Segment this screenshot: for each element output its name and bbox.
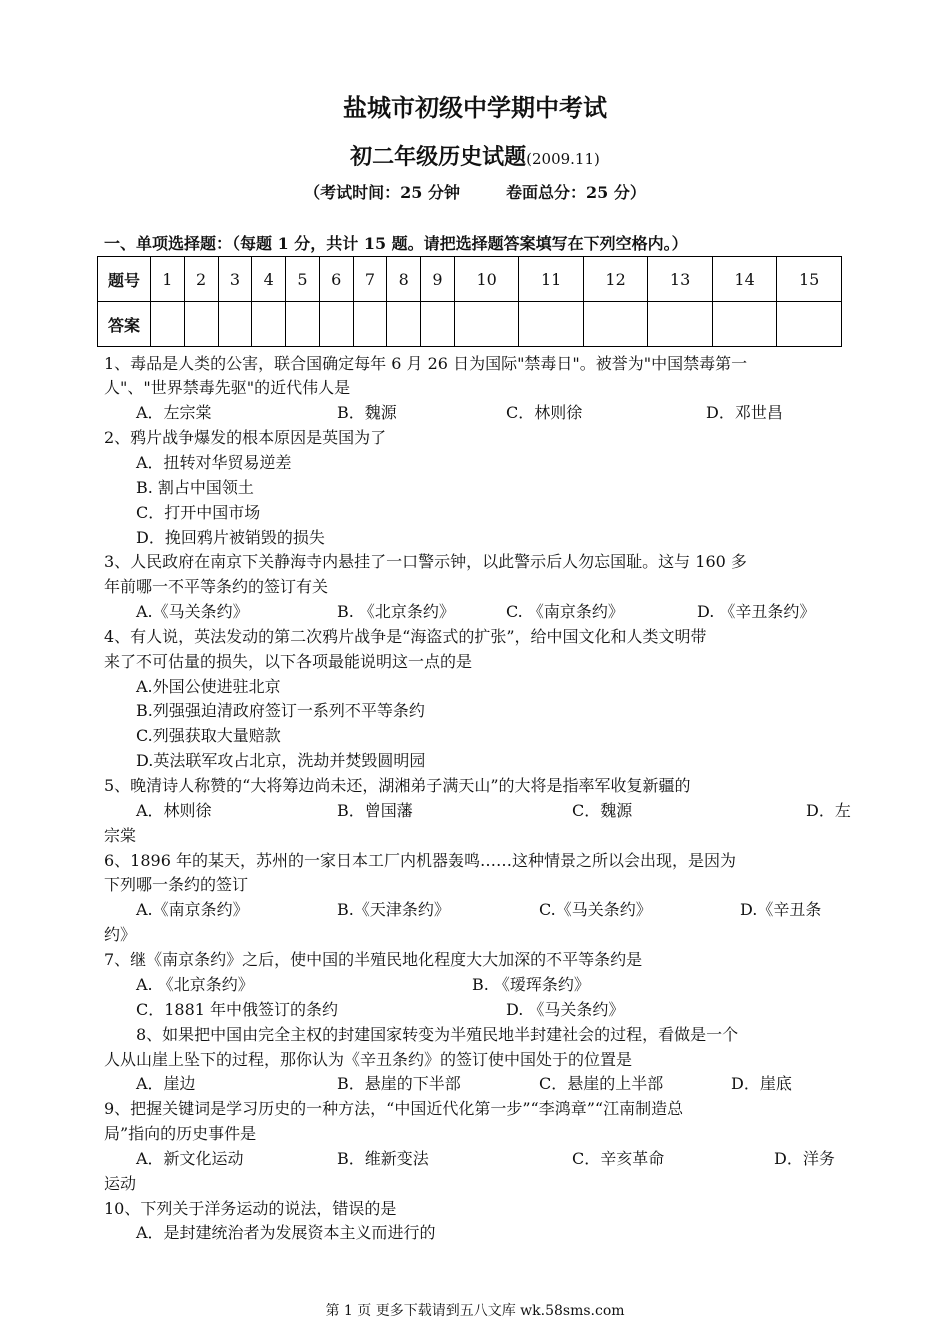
- answer-cell[interactable]: [218, 302, 252, 347]
- question-1-option-d: D．邓世昌: [706, 403, 783, 422]
- number-cell: 10: [454, 257, 518, 302]
- question-6-line-1: 6、1896 年的某天，苏州的一家日本工厂内机器轰鸣……这种情景之所以会出现，是因为: [104, 851, 736, 870]
- question-8-option-b: B．悬崖的下半部: [337, 1074, 461, 1093]
- question-5-option-d: D．左: [806, 801, 851, 820]
- number-cell: 13: [648, 257, 712, 302]
- question-7: 7、继《南京条约》之后，使中国的半殖民地化程度大大加深的不平等条约是: [104, 950, 643, 969]
- number-cell: 3: [218, 257, 252, 302]
- question-4-option-c: C.列强获取大量赔款: [136, 726, 281, 745]
- question-3-option-b: B. 《北京条约》: [337, 602, 455, 621]
- question-9-option-a: A．新文化运动: [136, 1149, 244, 1168]
- answer-table: [97, 256, 842, 347]
- question-10: 10、下列关于洋务运动的说法，错误的是: [104, 1199, 397, 1218]
- number-cell: 12: [583, 257, 647, 302]
- question-8-line-2: 人从山崖上坠下的过程，那你认为《辛丑条约》的签订使中国处于的位置是: [104, 1050, 633, 1069]
- answer-cell[interactable]: [648, 302, 712, 347]
- question-6-option-d-cont: 约》: [104, 925, 137, 944]
- exam-subtitle: [0, 140, 950, 171]
- question-2: 2、鸦片战争爆发的根本原因是英国为了: [104, 428, 387, 447]
- answer-cell[interactable]: [519, 302, 583, 347]
- row-label-answer: 答案: [98, 302, 151, 347]
- question-5-option-a: A．林则徐: [136, 801, 212, 820]
- number-cell: 8: [387, 257, 421, 302]
- answer-cell[interactable]: [387, 302, 421, 347]
- question-4-line-1: 4、有人说，英法发动的第二次鸦片战争是“海盗式的扩张”，给中国文化和人类文明带: [104, 627, 707, 646]
- number-cell: 5: [286, 257, 320, 302]
- question-6-option-a: A.《南京条约》: [136, 900, 249, 919]
- question-9-option-b: B．维新变法: [337, 1149, 429, 1168]
- exam-time: （考试时间：25 分钟: [304, 183, 460, 202]
- answer-row: [98, 302, 842, 347]
- answer-cell[interactable]: [777, 302, 842, 347]
- question-2-option-c: C．打开中国市场: [136, 503, 261, 522]
- question-8-option-d: D．崖底: [731, 1074, 792, 1093]
- number-cell: 7: [353, 257, 387, 302]
- question-4-option-a: A.外国公使进驻北京: [136, 677, 281, 696]
- question-9-line-2: 局”指向的历史事件是: [104, 1124, 257, 1143]
- answer-cell[interactable]: [712, 302, 776, 347]
- answer-cell[interactable]: [319, 302, 353, 347]
- question-9-line-1: 9、把握关键词是学习历史的一种方法，“中国近代化第一步”“李鸿章”“江南制造总: [104, 1099, 684, 1118]
- answer-cell[interactable]: [454, 302, 518, 347]
- question-2-option-d: D．挽回鸦片被销毁的损失: [136, 528, 325, 547]
- answer-cell[interactable]: [286, 302, 320, 347]
- question-3-option-c: C. 《南京条约》: [506, 602, 624, 621]
- number-cell: 4: [252, 257, 286, 302]
- number-cell: 11: [519, 257, 583, 302]
- exam-score: 卷面总分：25 分）: [506, 183, 646, 202]
- question-8-line-1: 8、如果把中国由完全主权的封建国家转变为半殖民地半封建社会的过程，看做是一个: [136, 1025, 739, 1044]
- answer-cell[interactable]: [151, 302, 185, 347]
- answer-cell[interactable]: [421, 302, 455, 347]
- question-1-line-2: 人"、"世界禁毒先驱"的近代伟人是: [104, 378, 351, 397]
- number-cell: 9: [421, 257, 455, 302]
- question-1-option-c: C．林则徐: [506, 403, 583, 422]
- question-7-option-b: B. 《瑷珲条约》: [472, 975, 590, 994]
- question-7-option-a: A. 《北京条约》: [136, 975, 254, 994]
- answer-cell[interactable]: [184, 302, 218, 347]
- exam-title: 盐城市初级中学期中考试: [343, 93, 607, 122]
- question-5-option-c: C．魏源: [572, 801, 633, 820]
- number-cell: 15: [777, 257, 842, 302]
- question-3-option-a: A.《马关条约》: [136, 602, 249, 621]
- page-footer: 第 1 页 更多下载请到五八文库 wk.58sms.com: [325, 1303, 625, 1319]
- question-3-line-2: 年前哪一不平等条约的签订有关: [104, 577, 329, 596]
- subtitle-text: 初二年级历史试题: [350, 144, 527, 170]
- number-row: [98, 257, 842, 302]
- question-3-option-d: D. 《辛丑条约》: [697, 602, 816, 621]
- number-cell: 14: [712, 257, 776, 302]
- question-6-option-d: D.《辛丑条: [740, 900, 822, 919]
- question-4-option-d: D.英法联军攻占北京，洗劫并焚毁圆明园: [136, 751, 426, 770]
- question-1-option-a: A．左宗棠: [136, 403, 212, 422]
- question-1-line-1: 1、毒品是人类的公害，联合国确定每年 6 月 26 日为国际"禁毒日"。被誉为"中国禁毒第一: [104, 354, 748, 373]
- question-9-option-c: C．辛亥革命: [572, 1149, 665, 1168]
- row-label-number: 题号: [98, 257, 151, 302]
- question-5-option-d-cont: 宗棠: [104, 826, 137, 845]
- question-10-option-a: A．是封建统治者为发展资本主义而进行的: [136, 1223, 436, 1242]
- question-2-option-b: B. 割占中国领土: [136, 478, 254, 497]
- question-4-option-b: B.列强强迫清政府签订一系列不平等条约: [136, 701, 425, 720]
- question-3-line-1: 3、人民政府在南京下关静海寺内悬挂了一口警示钟，以此警示后人勿忘国耻。这与 160 多: [104, 552, 747, 571]
- number-cell: 6: [319, 257, 353, 302]
- question-6-option-c: C.《马关条约》: [539, 900, 652, 919]
- number-cell: 1: [151, 257, 185, 302]
- answer-cell[interactable]: [252, 302, 286, 347]
- question-7-option-c: C．1881 年中俄签订的条约: [136, 1000, 339, 1019]
- question-1-option-b: B．魏源: [337, 403, 397, 422]
- question-5: 5、晚清诗人称赞的“大将筹边尚未还，湖湘弟子满天山”的大将是指率军收复新疆的: [104, 776, 691, 795]
- answer-cell[interactable]: [353, 302, 387, 347]
- question-9-option-d-cont: 运动: [104, 1174, 137, 1193]
- answer-cell[interactable]: [583, 302, 647, 347]
- question-8-option-c: C．悬崖的上半部: [539, 1074, 664, 1093]
- question-4-line-2: 来了不可估量的损失，以下各项最能说明这一点的是: [104, 652, 473, 671]
- exam-date: (2009.11): [526, 150, 600, 168]
- question-8-option-a: A．崖边: [136, 1074, 196, 1093]
- question-6-option-b: B.《天津条约》: [337, 900, 450, 919]
- question-7-option-d: D. 《马关条约》: [506, 1000, 625, 1019]
- question-2-option-a: A．扭转对华贸易逆差: [136, 453, 292, 472]
- question-9-option-d: D．洋务: [774, 1149, 835, 1168]
- exam-info: [0, 180, 950, 203]
- question-5-option-b: B．曾国藩: [337, 801, 413, 820]
- question-6-line-2: 下列哪一条约的签订: [104, 875, 249, 894]
- section-heading: 一、单项选择题：（每题 1 分，共计 15 题。请把选择题答案填写在下列空格内。）: [104, 234, 688, 253]
- number-cell: 2: [184, 257, 218, 302]
